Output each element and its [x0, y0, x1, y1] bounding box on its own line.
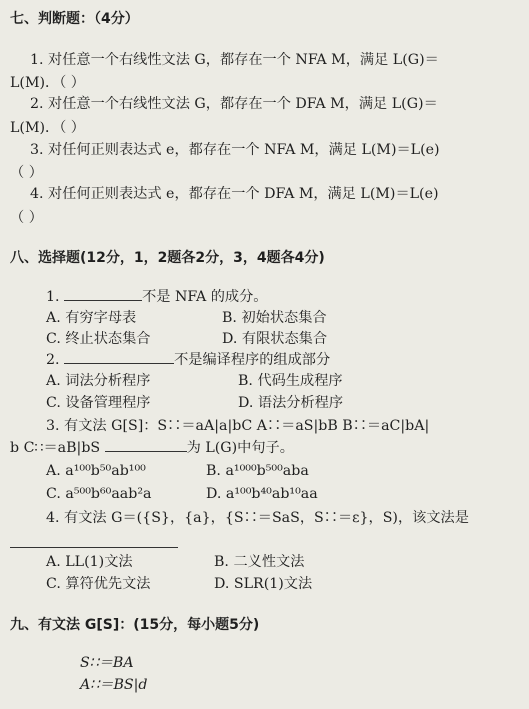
- s8-q2-text: 不是编译程序的组成部分: [174, 352, 331, 368]
- s8-q1-opt-c: C. 终止状态集合: [46, 331, 151, 347]
- s9-rule-1: S∷＝BA: [80, 655, 134, 671]
- s8-q1-opt-d: D. 有限状态集合: [222, 331, 328, 347]
- s8-q3-blank: [105, 439, 187, 452]
- s8-q3-opt-b: B. a¹⁰⁰⁰b⁵⁰⁰aba: [206, 463, 309, 479]
- s8-q4: 4. 有文法 G＝({S}，{a}，{S∷＝SaS，S∷＝ε}，S)，该文法是: [46, 510, 469, 526]
- section-7-title: 七、判断题：（4分）: [10, 11, 139, 27]
- s8-q4-opt-d: D. SLR(1)文法: [214, 576, 313, 592]
- s8-q4-opt-b: B. 二义性文法: [214, 554, 305, 570]
- s8-q3-line2-pre: b C∷＝aB|bS: [10, 440, 101, 456]
- s8-q3-line2: [10, 439, 294, 457]
- s7-q3-line1: 3. 对任何正则表达式 e，都存在一个 NFA M，满足 L(M)＝L(e): [30, 142, 440, 158]
- s8-q3-line2-post: 为 L(G)中句子。: [186, 440, 294, 456]
- s8-q3-line1: 3. 有文法 G[S]：S∷＝aA|a|bC A∷＝aS|bB B∷＝aC|bA|: [46, 418, 430, 434]
- section-9-title: 九、有文法 G[S]：(15分，每小题5分): [10, 617, 260, 633]
- s7-q1-line1: 1. 对任意一个右线性文法 G，都存在一个 NFA M，满足 L(G)＝: [30, 52, 439, 68]
- s8-q1-opt-b: B. 初始状态集合: [222, 310, 327, 326]
- s7-q4-line2: （ ）: [10, 210, 43, 226]
- s8-q3-opt-a: A. a¹⁰⁰b⁵⁰ab¹⁰⁰: [46, 463, 146, 479]
- s8-q3-opt-d: D. a¹⁰⁰b⁴⁰ab¹⁰aa: [206, 486, 318, 502]
- s8-q3-opt-c: C. a⁵⁰⁰b⁶⁰aab²a: [46, 486, 152, 502]
- s8-q1-blank: [64, 288, 142, 301]
- s8-q1-text: 不是 NFA 的成分。: [142, 289, 268, 305]
- s8-q2-number: 2.: [46, 352, 60, 368]
- s7-q2-line2: L(M)．（ ）: [10, 120, 85, 136]
- s8-q2-opt-d: D. 语法分析程序: [238, 395, 344, 411]
- s7-q2-line1: 2. 对任意一个右线性文法 G，都存在一个 DFA M，满足 L(G)＝: [30, 96, 438, 112]
- s8-q4-opt-a: A. LL(1)文法: [46, 554, 133, 570]
- s9-rule-2: A∷＝BS|d: [80, 677, 148, 693]
- s8-q2-opt-b: B. 代码生成程序: [238, 373, 343, 389]
- section-8-title: 八、选择题(12分，1，2题各2分，3，4题各4分): [10, 250, 325, 266]
- s7-q3-line2: （ ）: [10, 165, 43, 181]
- s8-q1-number: 1.: [46, 289, 60, 305]
- s8-q2: [46, 351, 330, 369]
- s7-q4-line1: 4. 对任何正则表达式 e，都存在一个 DFA M，满足 L(M)＝L(e): [30, 186, 439, 202]
- s8-q2-opt-a: A. 词法分析程序: [46, 373, 151, 389]
- s8-q4-opt-c: C. 算符优先文法: [46, 576, 151, 592]
- s8-q2-opt-c: C. 设备管理程序: [46, 395, 151, 411]
- s7-q1-line2: L(M)．（ ）: [10, 75, 85, 91]
- s8-q1-opt-a: A. 有穷字母表: [46, 310, 137, 326]
- s8-q4-answer-blank: [10, 547, 178, 548]
- s8-q2-blank: [64, 351, 174, 364]
- s8-q1: [46, 288, 267, 306]
